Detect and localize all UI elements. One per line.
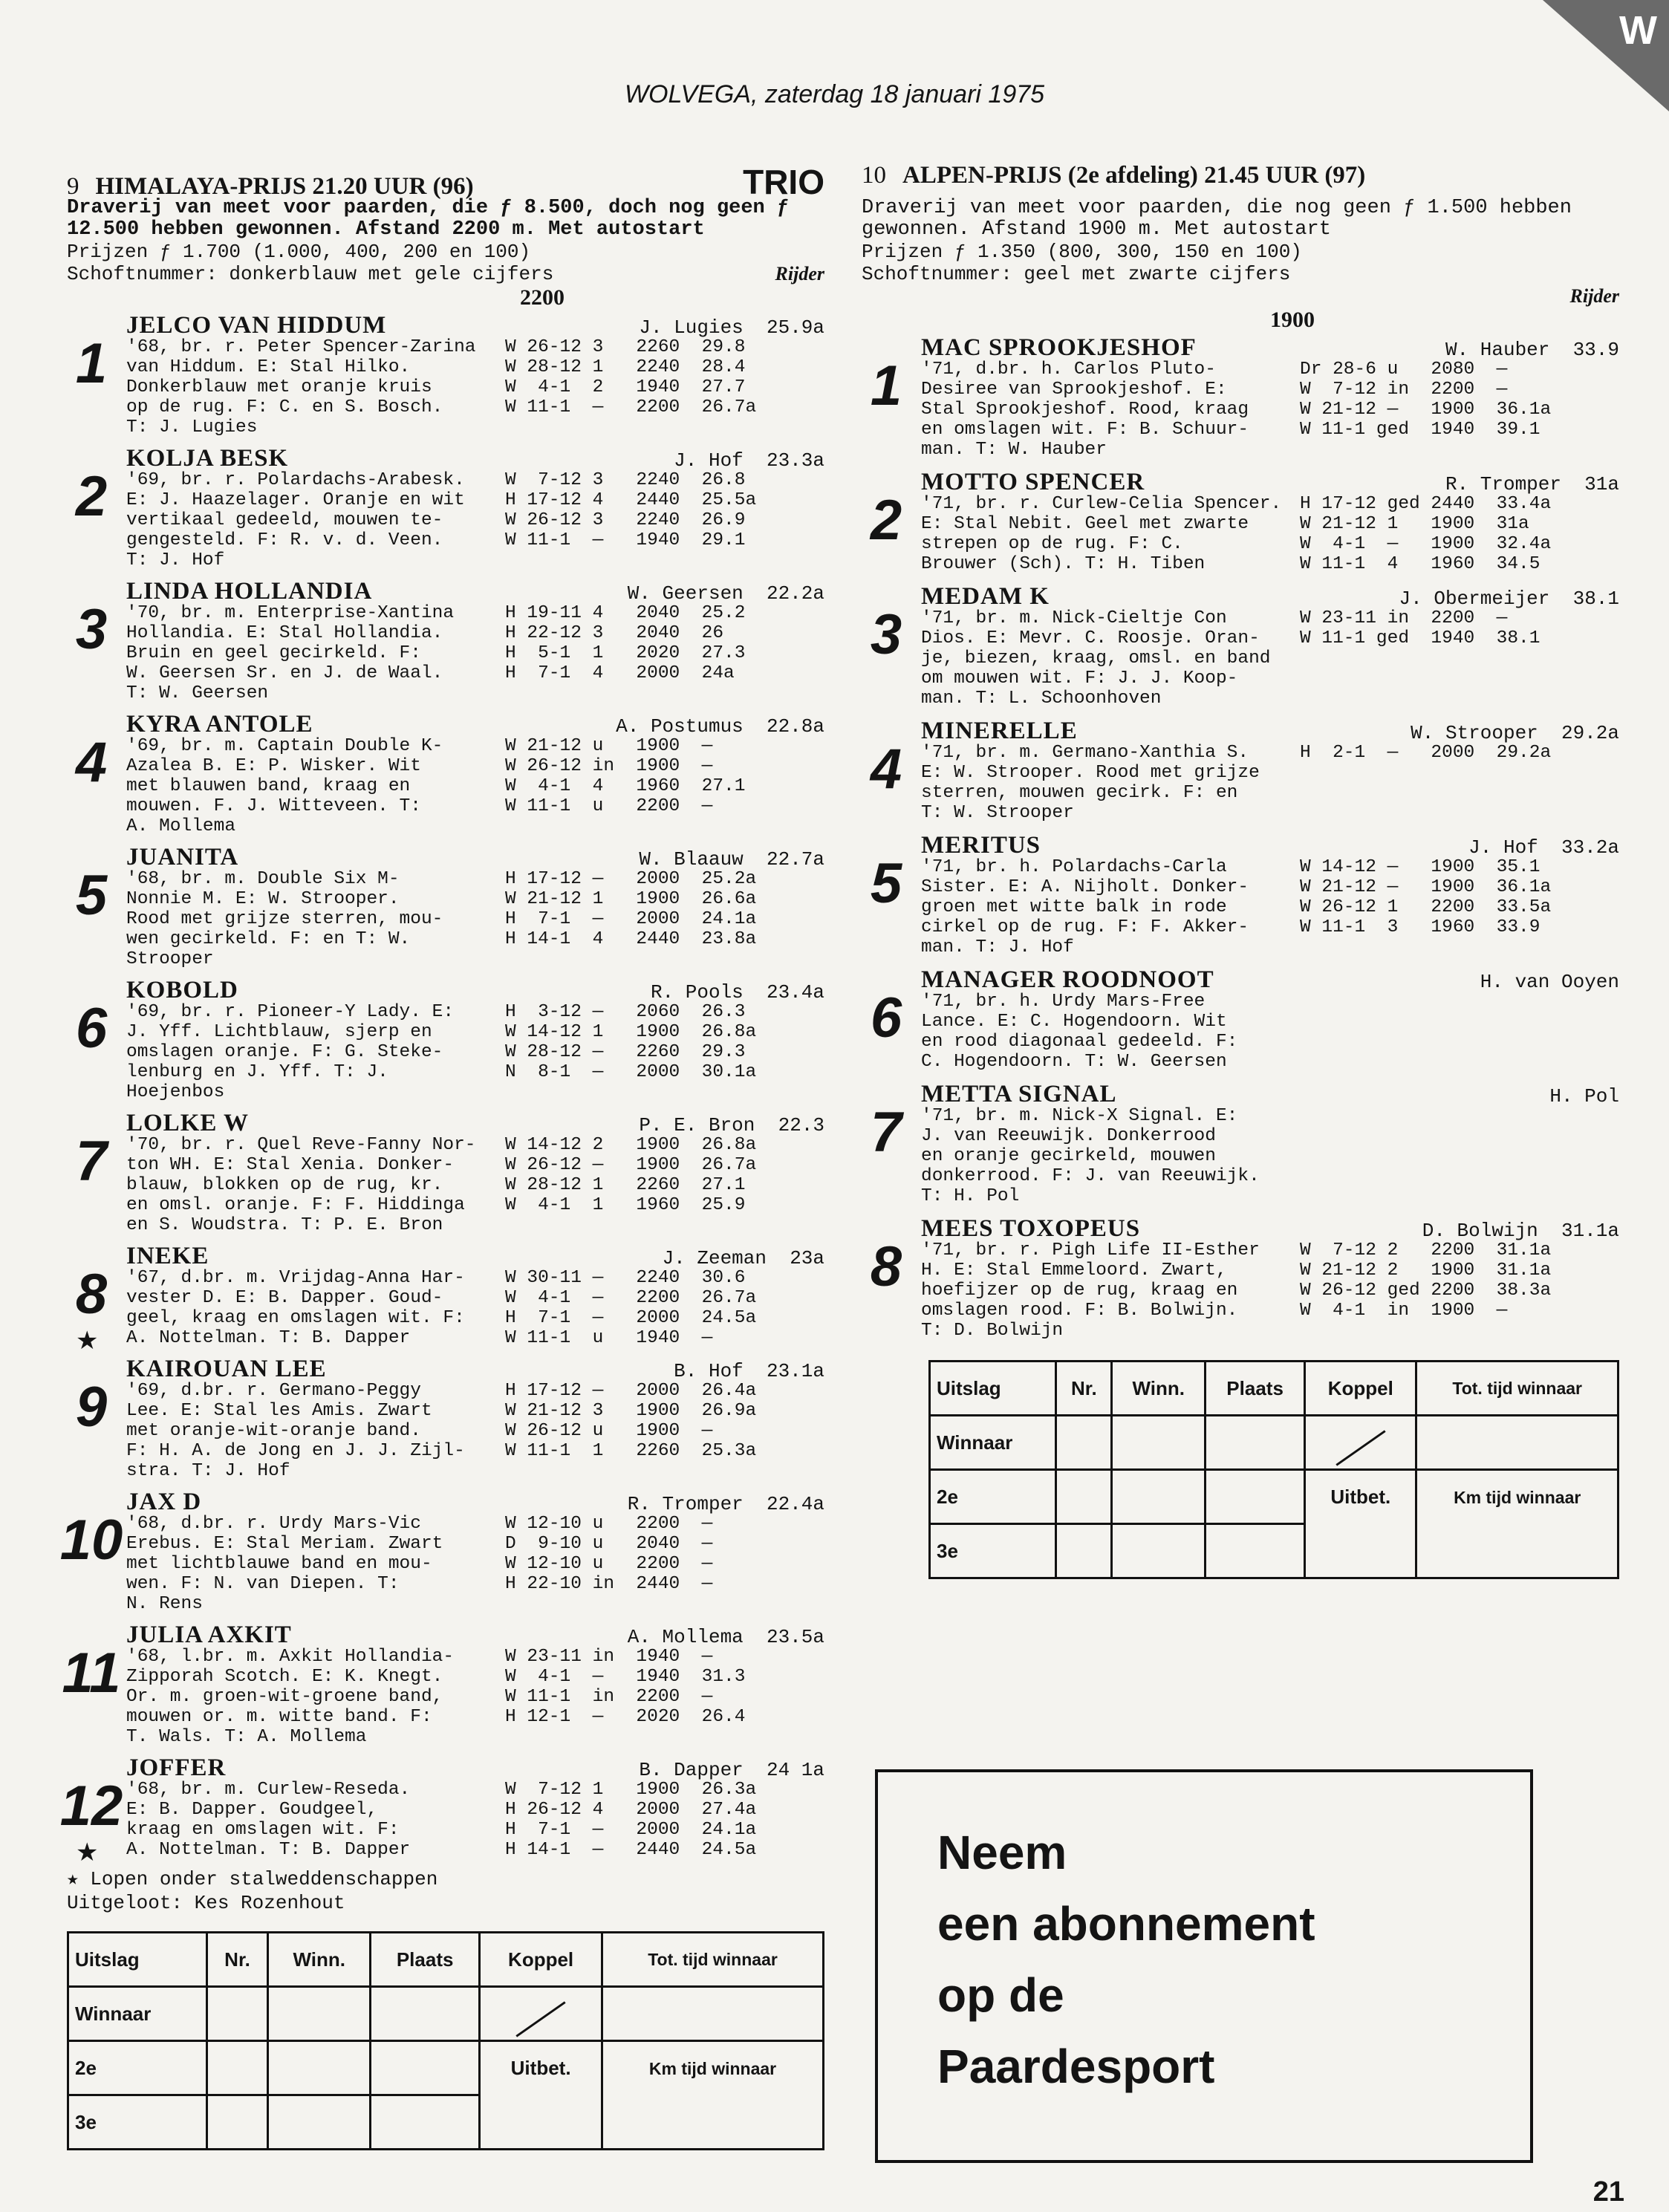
col-tot-tijd: Tot. tijd winnaar — [602, 1933, 824, 1987]
horse-info: '68, br. r. Peter Spencer-Zarina van Hiddum. E: Stal Hilko. Donkerblauw met oranje kruis op de rug. F: C. en S. Bosch. T: J. Lugies — [126, 337, 476, 437]
page-header: WOLVEGA, zaterdag 18 januari 1975 — [624, 80, 1045, 108]
race-history: W 21-12 u 1900 — W 26-12 in 1900 — W 4-1 4 1960 27.1 W 11-1 u 2200 — — [505, 736, 746, 816]
horse-info: '69, br. r. Pioneer-Y Lady. E: J. Yff. Lichtblauw, sjerp en omslagen oranje. F: G. Steke- lenburg en J. Yff. T: J. Hoejenbos — [126, 1002, 455, 1102]
jockey-record: H. Pol — [1549, 1085, 1619, 1107]
trio-tag: TRIO — [743, 163, 824, 201]
start-number: 6 — [75, 997, 108, 1060]
horse-entry — [862, 718, 1619, 823]
horse-name: MANAGER ROODNOOT — [921, 966, 1214, 993]
horse-entry — [62, 1621, 824, 1747]
horse-entry — [67, 844, 824, 969]
ad-line-1: Neem — [937, 1826, 1067, 1879]
race-schoft: Schoftnummer: geel met zwarte cijfers — [862, 263, 1291, 285]
horse-info: '67, d.br. m. Vrijdag-Anna Har- vester D. E: B. Dapper. Goud- geel, kraag en omslagen wit. F: A. Nottelman. T: B. Dapper — [126, 1268, 465, 1348]
jockey-record: H. van Ooyen — [1480, 971, 1619, 993]
rijder-label: Rijder — [1569, 285, 1619, 307]
start-number: 3 — [870, 603, 902, 666]
race-number: 10 — [862, 162, 886, 189]
start-number: 2 — [75, 465, 108, 528]
race-history: Dr 28-6 u 2080 — W 7-12 in 2200 — W 21-12 — 1900 36.1a W 11-1 ged 1940 39.1 — [1300, 360, 1552, 440]
start-number: 11 — [62, 1642, 121, 1705]
race-history: W 23-11 in 2200 — W 11-1 ged 1940 38.1 — [1300, 608, 1541, 648]
horse-info: '71, br. h. Polardachs-Carla Sister. E: A. Nijholt. Donker- groen met witte balk in rode cirkel op de rug. F: F. Akker- man. T: J. Hof — [921, 857, 1249, 957]
race-history: W 26-12 3 2260 29.8 W 28-12 1 2240 28.4 W 4-1 2 1940 27.7 W 11-1 — 2200 26.7a — [505, 337, 757, 417]
horse-info: '68, br. m. Double Six M- Nonnie M. E: W. Strooper. Rood met grijze sterren, mou- wen gecirkeld. F: en T: W. Strooper — [126, 869, 443, 969]
jockey-record: W. Hauber 33.9 — [1445, 339, 1619, 361]
start-number: 8 — [75, 1263, 108, 1326]
horse-info: '71, br. r. Pigh Life II-Esther H. E: Stal Emmeloord. Zwart, hoefijzer op de rug, kraag en omslagen rood. F: B. Bolwijn. T: D. Bolwijn — [921, 1240, 1260, 1341]
jockey-record: W. Strooper 29.2a — [1411, 722, 1619, 744]
race-history: H 19-11 4 2040 25.2 H 22-12 3 2040 26 H 5-1 1 2020 27.3 H 7-1 4 2000 24a — [505, 603, 746, 683]
row-2e: 2e — [930, 1470, 1056, 1524]
star-icon: ★ — [76, 1839, 99, 1867]
start-number: 1 — [75, 332, 108, 395]
row-3e: 3e — [930, 1524, 1056, 1578]
race-conditions: Draverij van meet voor paarden, die ƒ 8.500, doch nog geen ƒ 12.500 hebben gewonnen. Afstand 2200 m. Met autostart — [67, 197, 790, 241]
horse-name: MOTTO SPENCER — [921, 469, 1145, 495]
horse-name: METTA SIGNAL — [921, 1081, 1117, 1107]
row-3e: 3e — [68, 2095, 207, 2150]
slash-cell — [1305, 1416, 1416, 1470]
race-heading — [862, 162, 1619, 196]
horse-name: LINDA HOLLANDIA — [126, 578, 373, 605]
race-history: W 23-11 in 1940 — W 4-1 — 1940 31.3 W 11-1 in 2200 — H 12-1 — 2020 26.4 — [505, 1647, 746, 1727]
col-uitslag: Uitslag — [68, 1933, 207, 1987]
start-number: 10 — [59, 1509, 123, 1572]
start-number: 4 — [870, 738, 902, 801]
uitbet-label: Uitbet. — [480, 2041, 602, 2095]
col-winn: Winn. — [1112, 1362, 1206, 1416]
horse-name: JAX D — [126, 1489, 202, 1515]
race-history: W 12-10 u 2200 — D 9-10 u 2040 — W 12-10 u 2200 — H 22-10 in 2440 — — [505, 1514, 713, 1594]
jockey-record: D. Bolwijn 31.1a — [1422, 1220, 1619, 1242]
horse-entry — [67, 711, 824, 836]
jockey-record: J. Hof 23.3a — [674, 449, 824, 472]
cell — [1206, 1524, 1305, 1578]
horse-info: '69, br. m. Captain Double K- Azalea B. E: P. Wisker. Wit met blauwen band, kraag en mouwen. F. J. Witteveen. T: A. Mollema — [126, 736, 443, 836]
horse-info: '71, br. m. Nick-Cieltje Con Dios. E: Mevr. C. Roosje. Oran- je, biezen, kraag, omsl. en band om mouwen wit. F: J. J. Koop- man. T: L. Schoonhoven — [921, 608, 1271, 709]
cell — [1056, 1470, 1112, 1524]
start-number: 7 — [75, 1130, 108, 1193]
race-distance: 1900 — [1270, 308, 1315, 332]
horse-name: JELCO VAN HIDDUM — [126, 312, 387, 339]
horse-name: KOBOLD — [126, 977, 238, 1003]
row-winnaar: Winnaar — [68, 1987, 207, 2041]
ad-line-4: Paardesport — [937, 2040, 1215, 2093]
col-winn: Winn. — [268, 1933, 371, 1987]
cell — [1416, 1524, 1618, 1578]
race-number: 9 — [67, 173, 79, 200]
result-table — [67, 1931, 824, 2150]
jockey-record: A. Mollema 23.5a — [627, 1626, 824, 1648]
race-history: H 17-12 — 2000 25.2a W 21-12 1 1900 26.6a H 7-1 — 2000 24.1a H 14-1 4 2440 23.8a — [505, 869, 757, 949]
jockey-record: J. Zeeman 23a — [662, 1247, 824, 1269]
jockey-record: R. Pools 23.4a — [650, 981, 824, 1003]
race-prizes: Prijzen ƒ 1.350 (800, 300, 150 en 100) — [862, 241, 1302, 263]
cell — [268, 2041, 371, 2095]
row-winnaar: Winnaar — [930, 1416, 1056, 1470]
jockey-record: J. Hof 33.2a — [1468, 836, 1619, 859]
cell — [1206, 1470, 1305, 1524]
jockey-record: P. E. Bron 22.3 — [639, 1114, 824, 1136]
horse-entry — [862, 1081, 1619, 1206]
horse-entry — [67, 312, 824, 437]
jockey-record: W. Geersen 22.2a — [627, 582, 824, 605]
start-number: 1 — [870, 354, 902, 417]
race-history: H 3-12 — 2060 26.3 W 14-12 1 1900 26.8a W 28-12 — 2260 29.3 N 8-1 — 2000 30.1a — [505, 1002, 757, 1082]
horse-info: '70, br. r. Quel Reve-Fanny Nor- ton WH. E: Stal Xenia. Donker- blauw, blokken op de rug, kr. en omsl. oranje. F: F. Hiddinga en S. Woudstra. T: P. E. Bron — [126, 1135, 476, 1235]
horse-entry — [59, 1754, 824, 1867]
cell — [1416, 1416, 1618, 1470]
horse-name: MEES TOXOPEUS — [921, 1215, 1141, 1242]
horse-info: '71, br. r. Curlew-Celia Spencer. E: Stal Nebit. Geel met zwarte strepen op de rug. F: C. Brouwer (Sch). T: H. Tiben — [921, 494, 1282, 574]
horse-entry — [862, 583, 1619, 709]
horse-name: KAIROUAN LEE — [126, 1356, 327, 1382]
start-number: 2 — [870, 489, 902, 552]
race-history: W 7-12 3 2240 26.8 H 17-12 4 2440 25.5a W 26-12 3 2240 26.9 W 11-1 — 1940 29.1 — [505, 470, 757, 550]
slash-mark — [1335, 1430, 1385, 1466]
horse-name: MINERELLE — [921, 718, 1078, 744]
horse-info: '69, d.br. r. Germano-Peggy Lee. E: Stal les Amis. Zwart met oranje-wit-oranje band. F: H. A. de Jong en J. J. Zijl- stra. T: J. Hof — [126, 1381, 465, 1481]
race-history: W 7-12 2 2200 31.1a W 21-12 2 1900 31.1a W 26-12 ged 2200 38.3a W 4-1 in 1900 — — [1300, 1240, 1552, 1321]
race-history: H 17-12 — 2000 26.4a W 21-12 3 1900 26.9a W 26-12 u 1900 — W 11-1 1 2260 25.3a — [505, 1381, 757, 1461]
start-number: 3 — [75, 598, 108, 661]
horse-info: '71, br. h. Urdy Mars-Free Lance. E: C. Hogendoorn. Wit en rood diagonaal gedeeld. F: C. Hogendoorn. T: W. Geersen — [921, 992, 1238, 1072]
horse-info: '68, d.br. r. Urdy Mars-Vic Erebus. E: Stal Meriam. Zwart met lichtblauwe band en mou- wen. F: N. van Diepen. T: N. Rens — [126, 1514, 443, 1614]
race-heading — [67, 162, 824, 201]
start-number: 5 — [870, 852, 902, 915]
horse-name: MEDAM K — [921, 583, 1050, 610]
jockey-record: J. Obermeijer 38.1 — [1399, 588, 1619, 610]
race-title: HIMALAYA-PRIJS 21.20 UUR (96) — [95, 173, 474, 200]
cell — [371, 1987, 480, 2041]
horse-entry — [862, 334, 1619, 460]
cell — [371, 2095, 480, 2150]
col-nr: Nr. — [1056, 1362, 1112, 1416]
result-table — [928, 1360, 1619, 1579]
cell — [1112, 1416, 1206, 1470]
row-2e: 2e — [68, 2041, 207, 2095]
cell — [206, 2095, 268, 2150]
cell — [1305, 1524, 1416, 1578]
footnote-uitgeloot: Uitgeloot: Kes Rozenhout — [67, 1892, 345, 1914]
horse-entry — [67, 1356, 824, 1481]
horse-name: KYRA ANTOLE — [126, 711, 313, 738]
col-plaats: Plaats — [371, 1933, 480, 1987]
cell — [602, 2095, 824, 2150]
race-9-column — [59, 162, 824, 2150]
horse-info: '70, br. m. Enterprise-Xantina Hollandia. E: Stal Hollandia. Bruin en geel gecirkeld. F: W. Geersen Sr. en J. de Waal. T: W. Geersen — [126, 603, 455, 703]
page-number: 21 — [1592, 2176, 1624, 2208]
cell — [371, 2041, 480, 2095]
ad-line-2: een abonnement — [937, 1897, 1315, 1951]
race-schoft: Schoftnummer: donkerblauw met gele cijfers Rijder — [67, 263, 824, 285]
start-number: 7 — [870, 1101, 902, 1164]
horse-name: JULIA AXKIT — [126, 1621, 292, 1648]
horse-info: '71, br. m. Germano-Xanthia S. E: W. Strooper. Rood met grijze sterren, mouwen gecirk. F: en T: W. Strooper — [921, 743, 1260, 823]
horse-name: KOLJA BESK — [126, 445, 289, 472]
horse-name: MERITUS — [921, 832, 1041, 859]
start-number: 8 — [870, 1235, 902, 1298]
cell — [1112, 1470, 1206, 1524]
race-prizes: Prijzen ƒ 1.700 (1.000, 400, 200 en 100) — [67, 241, 531, 263]
col-uitslag: Uitslag — [930, 1362, 1056, 1416]
slash-mark — [515, 2001, 565, 2037]
uitbet-label: Uitbet. — [1305, 1470, 1416, 1524]
km-tijd-label: Km tijd winnaar — [1416, 1470, 1618, 1524]
horse-info: '68, l.br. m. Axkit Hollandia- Zipporah Scotch. E: K. Knegt. Or. m. groen-wit-groene band, mouwen or. m. witte band. F: T. Wals. T: A. Mollema — [126, 1647, 455, 1747]
slash-cell — [480, 1987, 602, 2041]
horse-entry — [862, 966, 1619, 1072]
entry-list — [59, 312, 824, 1867]
race-distance: 2200 — [520, 285, 565, 310]
cell — [206, 2041, 268, 2095]
cell — [268, 1987, 371, 2041]
race-history: H 17-12 ged 2440 33.4a W 21-12 1 1900 31a W 4-1 — 1900 32.4a W 11-1 4 1960 34.5 — [1300, 494, 1552, 574]
horse-info: '68, br. m. Curlew-Reseda. E: B. Dapper. Goudgeel, kraag en omslagen wit. F: A. Nottelman. T: B. Dapper — [126, 1780, 411, 1860]
col-tot-tijd: Tot. tijd winnaar — [1416, 1362, 1618, 1416]
start-number: 5 — [75, 864, 108, 927]
ad-line-3: op de — [937, 1968, 1064, 2022]
cell — [1056, 1524, 1112, 1578]
jockey-record: W. Blaauw 22.7a — [639, 848, 824, 871]
horse-entry — [59, 1489, 824, 1614]
race-history: W 14-12 2 1900 26.8a W 26-12 — 1900 26.7a W 28-12 1 2260 27.1 W 4-1 1 1960 25.9 — [505, 1135, 757, 1215]
col-plaats: Plaats — [1206, 1362, 1305, 1416]
horse-entry — [67, 445, 824, 570]
horse-entry — [67, 578, 824, 703]
cell — [1112, 1524, 1206, 1578]
start-number: 4 — [75, 731, 108, 794]
entry-list — [862, 334, 1619, 1341]
race-title: ALPEN-PRIJS (2e afdeling) 21.45 UUR (97) — [902, 162, 1366, 189]
race-conditions: Draverij van meet voor paarden, die nog geen ƒ 1.500 hebben gewonnen. Afstand 1900 m. Met autostart — [862, 197, 1572, 241]
start-number: 12 — [59, 1775, 123, 1838]
start-number: 9 — [75, 1376, 108, 1439]
corner-letter: W — [1619, 8, 1657, 53]
horse-name: JUANITA — [126, 844, 239, 871]
cell — [602, 1987, 824, 2041]
horse-info: '71, d.br. h. Carlos Pluto- Desiree van Sprookjeshof. E: Stal Sprookjeshof. Rood, kraag en omslagen wit. F: B. Schuur- man. T: W. Hauber — [921, 360, 1249, 460]
footnote-star: ★ Lopen onder stalweddenschappen — [67, 1868, 438, 1890]
race-history: W 30-11 — 2240 30.6 W 4-1 — 2200 26.7a H 7-1 — 2000 24.5a W 11-1 u 1940 — — [505, 1268, 757, 1348]
horse-entry — [862, 832, 1619, 957]
jockey-record: B. Dapper 24 1a — [639, 1759, 824, 1781]
jockey-record: R. Tromper 31a — [1445, 473, 1619, 495]
race-history: H 2-1 — 2000 29.2a — [1300, 743, 1552, 763]
jockey-record: A. Postumus 22.8a — [616, 715, 824, 738]
jockey-record: J. Lugies 25.9a — [639, 316, 824, 339]
col-nr: Nr. — [206, 1933, 268, 1987]
horse-entry — [67, 977, 824, 1102]
horse-name: LOLKE W — [126, 1110, 250, 1136]
jockey-record: R. Tromper 22.4a — [627, 1493, 824, 1515]
col-koppel: Koppel — [480, 1933, 602, 1987]
col-koppel: Koppel — [1305, 1362, 1416, 1416]
cell — [1206, 1416, 1305, 1470]
horse-name: MAC SPROOKJESHOF — [921, 334, 1197, 361]
cell — [1056, 1416, 1112, 1470]
cell — [480, 2095, 602, 2150]
horse-name: INEKE — [126, 1243, 209, 1269]
horse-info: '71, br. m. Nick-X Signal. E: J. van Reeuwijk. Donkerrood en oranje gecirkeld, mouwen donkerrood. F: J. van Reeuwijk. T: H. Pol — [921, 1106, 1260, 1206]
horse-info: '69, br. r. Polardachs-Arabesk. E: J. Haazelager. Oranje en wit vertikaal gedeeld, mouwen te- gengesteld. F: R. v. d. Veen. T: J. Hof — [126, 470, 465, 570]
horse-entry — [67, 1243, 824, 1355]
km-tijd-label: Km tijd winnaar — [602, 2041, 824, 2095]
horse-entry — [862, 469, 1619, 574]
race-history: W 7-12 1 1900 26.3a H 26-12 4 2000 27.4a H 7-1 — 2000 24.1a H 14-1 — 2440 24.5a — [505, 1780, 757, 1860]
horse-entry — [862, 1215, 1619, 1341]
race-history: W 14-12 — 1900 35.1 W 21-12 — 1900 36.1a W 26-12 1 2200 33.5a W 11-1 3 1960 33.9 — [1300, 857, 1552, 937]
race-10-column — [862, 162, 1619, 1579]
star-icon: ★ — [76, 1327, 99, 1355]
cell — [206, 1987, 268, 2041]
horse-name: JOFFER — [126, 1754, 227, 1781]
cell — [268, 2095, 371, 2150]
subscription-ad — [875, 1769, 1533, 2163]
horse-entry — [67, 1110, 824, 1235]
start-number: 6 — [870, 986, 902, 1050]
jockey-record: B. Hof 23.1a — [674, 1360, 824, 1382]
